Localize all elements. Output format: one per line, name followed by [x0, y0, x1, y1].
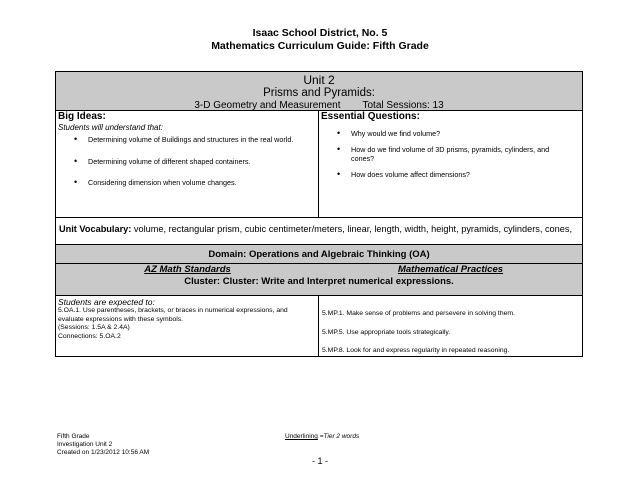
practice-item: 5.MP.5. Use appropriate tools strategically.: [322, 328, 451, 336]
az-math-standards-heading: AZ Math Standards: [144, 264, 231, 275]
list-item: • Determining volume of Buildings and structures in the real world.: [56, 135, 318, 145]
big-ideas-cell: [56, 111, 319, 217]
essential-questions-list: [319, 129, 582, 179]
list-item: • How does volume affect dimensions?: [319, 170, 582, 180]
practices-cell: [319, 296, 582, 356]
vocabulary-label: Unit Vocabulary:: [59, 224, 132, 234]
footer-legend: [285, 433, 359, 441]
list-item: • Why would we find volume?: [319, 129, 582, 139]
unit-sessions: Total Sessions: 13: [362, 100, 444, 111]
footer-created: Created on 1/23/2012 10:56 AM: [57, 449, 150, 457]
essential-questions-cell: [319, 111, 582, 217]
standard-5-oa-1: 5.OA.1. Use parentheses, brackets, or braces in numerical expressions, and evaluate expressions with these symbols.: [58, 307, 288, 323]
list-item: • Considering dimension when volume changes.: [56, 178, 318, 188]
unit-header: [56, 72, 582, 111]
district-name: Isaac School District, No. 5: [252, 27, 388, 39]
unit-subtitle: Prisms and Pyramids:: [263, 87, 375, 99]
unit-topic: 3-D Geometry and Measurement: [194, 100, 341, 111]
essential-questions-title: Essential Questions:: [321, 111, 420, 122]
footer-info: [57, 433, 149, 458]
legend-tier-note: =Tier 2 words: [317, 433, 360, 440]
practice-item: 5.MP.8. Look for and express regularity in repeated reasoning.: [322, 347, 510, 355]
big-ideas-list: [56, 135, 318, 188]
big-ideas-intro: Students will understand that:: [58, 123, 163, 132]
legend-underlining: Underlining: [285, 433, 318, 440]
vocabulary-terms: volume, rectangular prism, cubic centimeter/meters, linear, length, width, height, pyramids, cylinders, cones,: [133, 224, 573, 234]
unit-vocabulary: [56, 218, 582, 245]
practice-item: 5.MP.1. Make sense of problems and persevere in solving them.: [322, 310, 515, 317]
standards-cell: [56, 296, 319, 356]
list-item: • Determining volume of different shaped containers.: [56, 157, 318, 167]
standards-intro: Students are expected to:: [58, 297, 155, 307]
curriculum-table: [55, 71, 583, 357]
page-number: - 1 -: [311, 456, 328, 466]
cluster-heading: Cluster: Cluster: Write and Interpret numerical expressions.: [56, 275, 582, 296]
list-item: • How do we find volume of 3D prisms, pyramids, cylinders, and cones?: [319, 145, 582, 164]
unit-title: Unit 2: [303, 73, 335, 87]
standard-sessions: (Sessions: 1.5A & 2.4A): [58, 324, 130, 332]
footer-unit: Investigation Unit 2: [57, 441, 113, 449]
guide-title: Mathematics Curriculum Guide: Fifth Grade: [211, 40, 429, 52]
ideas-questions-row: [56, 111, 582, 218]
domain-heading: Domain: Operations and Algebraic Thinking (OA): [56, 245, 582, 264]
mathematical-practices-heading: Mathematical Practices: [397, 264, 504, 275]
big-ideas-title: Big Ideas:: [58, 111, 106, 122]
standards-row: [56, 296, 582, 356]
document-header: [0, 27, 640, 53]
standards-header: [56, 264, 582, 275]
footer-grade: Fifth Grade: [57, 433, 90, 440]
standard-connections: Connections: 5.OA.2: [58, 332, 121, 340]
